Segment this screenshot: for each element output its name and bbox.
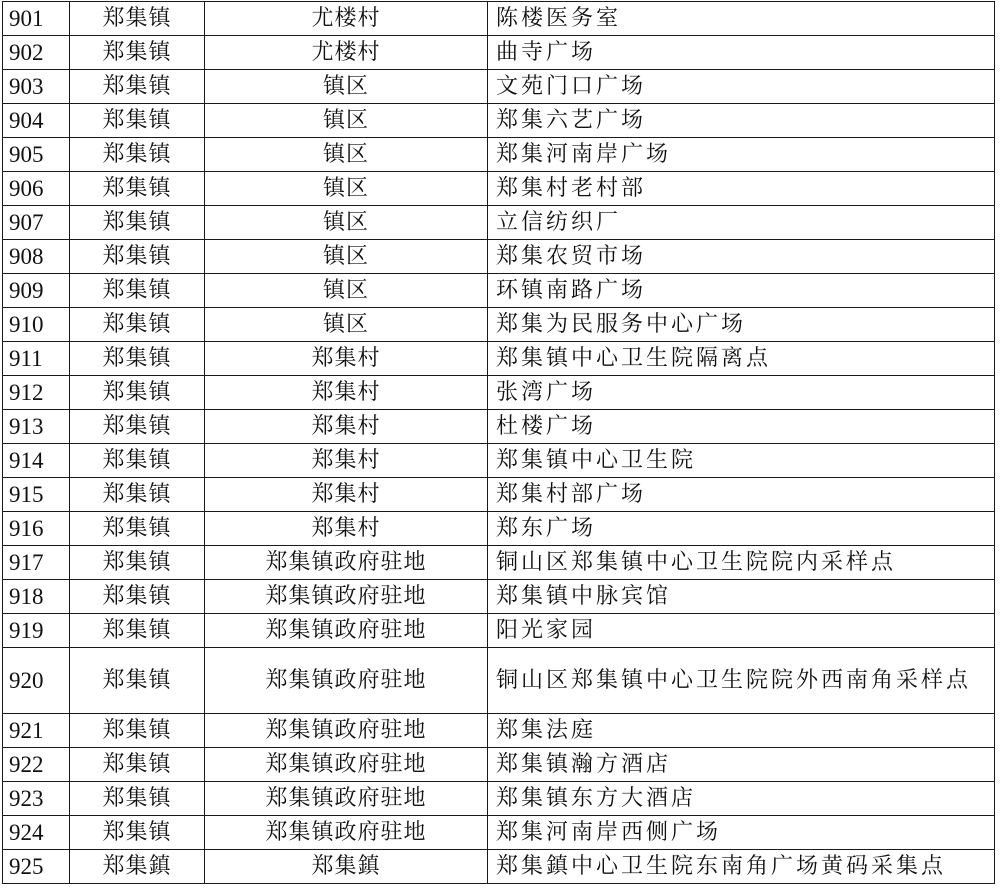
village-cell: 镇区 <box>205 104 488 138</box>
town-cell: 郑集镇 <box>70 444 205 478</box>
sampling-sites-table <box>2 1 995 884</box>
town-cell: 郑集镇 <box>70 782 205 816</box>
site-cell: 文苑门口广场 <box>488 70 995 104</box>
town-cell: 郑集镇 <box>70 714 205 748</box>
village-cell: 郑集镇政府驻地 <box>205 614 488 648</box>
site-cell: 郑集镇中脉宾馆 <box>488 580 995 614</box>
table-row <box>3 274 995 308</box>
village-cell: 郑集镇政府驻地 <box>205 816 488 850</box>
site-cell: 杜楼广场 <box>488 410 995 444</box>
village-cell: 郑集村 <box>205 478 488 512</box>
row-number-cell: 912 <box>3 376 70 410</box>
town-cell: 郑集镇 <box>70 308 205 342</box>
row-number-cell: 901 <box>3 2 70 36</box>
row-number-cell: 917 <box>3 546 70 580</box>
site-cell: 郑集河南岸广场 <box>488 138 995 172</box>
town-cell: 郑集镇 <box>70 172 205 206</box>
village-cell: 尤楼村 <box>205 2 488 36</box>
town-cell: 郑集镇 <box>70 816 205 850</box>
town-cell: 郑集镇 <box>70 342 205 376</box>
village-cell: 镇区 <box>205 240 488 274</box>
row-number-cell: 922 <box>3 748 70 782</box>
town-cell: 郑集镇 <box>70 410 205 444</box>
village-cell: 郑集村 <box>205 444 488 478</box>
village-cell: 镇区 <box>205 70 488 104</box>
site-cell: 郑集村部广场 <box>488 478 995 512</box>
row-number-cell: 904 <box>3 104 70 138</box>
table-row <box>3 376 995 410</box>
town-cell: 郑集镇 <box>70 580 205 614</box>
table-row <box>3 36 995 70</box>
town-cell: 郑集鎮 <box>70 850 205 884</box>
site-cell: 阳光家园 <box>488 614 995 648</box>
village-cell: 郑集村 <box>205 410 488 444</box>
village-cell: 郑集镇政府驻地 <box>205 648 488 714</box>
row-number-cell: 907 <box>3 206 70 240</box>
table-row <box>3 138 995 172</box>
table-row <box>3 748 995 782</box>
site-cell: 郑集镇瀚方酒店 <box>488 748 995 782</box>
village-cell: 郑集村 <box>205 512 488 546</box>
village-cell: 郑集镇政府驻地 <box>205 782 488 816</box>
town-cell: 郑集镇 <box>70 240 205 274</box>
row-number-cell: 920 <box>3 648 70 714</box>
row-number-cell: 909 <box>3 274 70 308</box>
row-number-cell: 914 <box>3 444 70 478</box>
village-cell: 郑集镇政府驻地 <box>205 580 488 614</box>
town-cell: 郑集镇 <box>70 648 205 714</box>
row-number-cell: 910 <box>3 308 70 342</box>
town-cell: 郑集镇 <box>70 546 205 580</box>
table-row <box>3 782 995 816</box>
table-row <box>3 580 995 614</box>
site-cell: 铜山区郑集镇中心卫生院院外西南角采样点 <box>488 648 995 714</box>
row-number-cell: 905 <box>3 138 70 172</box>
table-body <box>3 2 995 884</box>
town-cell: 郑集镇 <box>70 70 205 104</box>
site-cell: 郑东广场 <box>488 512 995 546</box>
table-row <box>3 816 995 850</box>
row-number-cell: 923 <box>3 782 70 816</box>
row-number-cell: 902 <box>3 36 70 70</box>
town-cell: 郑集镇 <box>70 2 205 36</box>
table-row <box>3 172 995 206</box>
row-number-cell: 916 <box>3 512 70 546</box>
site-cell: 郑集镇中心卫生院隔离点 <box>488 342 995 376</box>
site-cell: 郑集农贸市场 <box>488 240 995 274</box>
site-cell: 郑集村老村部 <box>488 172 995 206</box>
table-row <box>3 444 995 478</box>
village-cell: 郑集镇政府驻地 <box>205 546 488 580</box>
row-number-cell: 919 <box>3 614 70 648</box>
site-cell: 郑集法庭 <box>488 714 995 748</box>
table-row <box>3 546 995 580</box>
table-row <box>3 70 995 104</box>
table-row <box>3 410 995 444</box>
row-number-cell: 918 <box>3 580 70 614</box>
town-cell: 郑集镇 <box>70 274 205 308</box>
site-cell: 立信纺织厂 <box>488 206 995 240</box>
town-cell: 郑集镇 <box>70 104 205 138</box>
town-cell: 郑集镇 <box>70 512 205 546</box>
village-cell: 尤楼村 <box>205 36 488 70</box>
table-row <box>3 342 995 376</box>
site-cell: 郑集六艺广场 <box>488 104 995 138</box>
village-cell: 郑集镇政府驻地 <box>205 748 488 782</box>
village-cell: 镇区 <box>205 206 488 240</box>
row-number-cell: 924 <box>3 816 70 850</box>
town-cell: 郑集镇 <box>70 206 205 240</box>
table-row <box>3 104 995 138</box>
row-number-cell: 906 <box>3 172 70 206</box>
site-cell: 陈楼医务室 <box>488 2 995 36</box>
village-cell: 郑集鎮 <box>205 850 488 884</box>
town-cell: 郑集镇 <box>70 478 205 512</box>
site-cell: 郑集鎮中心卫生院东南角广场黄码采集点 <box>488 850 995 884</box>
table-row <box>3 614 995 648</box>
site-cell: 郑集河南岸西侧广场 <box>488 816 995 850</box>
site-cell: 郑集镇中心卫生院 <box>488 444 995 478</box>
row-number-cell: 913 <box>3 410 70 444</box>
town-cell: 郑集镇 <box>70 376 205 410</box>
town-cell: 郑集镇 <box>70 138 205 172</box>
site-cell: 环镇南路广场 <box>488 274 995 308</box>
village-cell: 镇区 <box>205 138 488 172</box>
village-cell: 郑集村 <box>205 376 488 410</box>
table-row <box>3 648 995 714</box>
town-cell: 郑集镇 <box>70 614 205 648</box>
table-row <box>3 850 995 884</box>
row-number-cell: 921 <box>3 714 70 748</box>
table-row <box>3 714 995 748</box>
town-cell: 郑集镇 <box>70 36 205 70</box>
row-number-cell: 911 <box>3 342 70 376</box>
row-number-cell: 915 <box>3 478 70 512</box>
table-row <box>3 512 995 546</box>
table-row <box>3 2 995 36</box>
row-number-cell: 925 <box>3 850 70 884</box>
site-cell: 曲寺广场 <box>488 36 995 70</box>
village-cell: 镇区 <box>205 308 488 342</box>
table-row <box>3 478 995 512</box>
town-cell: 郑集镇 <box>70 748 205 782</box>
row-number-cell: 903 <box>3 70 70 104</box>
row-number-cell: 908 <box>3 240 70 274</box>
site-cell: 张湾广场 <box>488 376 995 410</box>
village-cell: 镇区 <box>205 172 488 206</box>
village-cell: 郑集村 <box>205 342 488 376</box>
site-cell: 郑集为民服务中心广场 <box>488 308 995 342</box>
table-row <box>3 240 995 274</box>
site-cell: 铜山区郑集镇中心卫生院院内采样点 <box>488 546 995 580</box>
village-cell: 镇区 <box>205 274 488 308</box>
table-row <box>3 206 995 240</box>
table-row <box>3 308 995 342</box>
site-cell: 郑集镇东方大酒店 <box>488 782 995 816</box>
village-cell: 郑集镇政府驻地 <box>205 714 488 748</box>
